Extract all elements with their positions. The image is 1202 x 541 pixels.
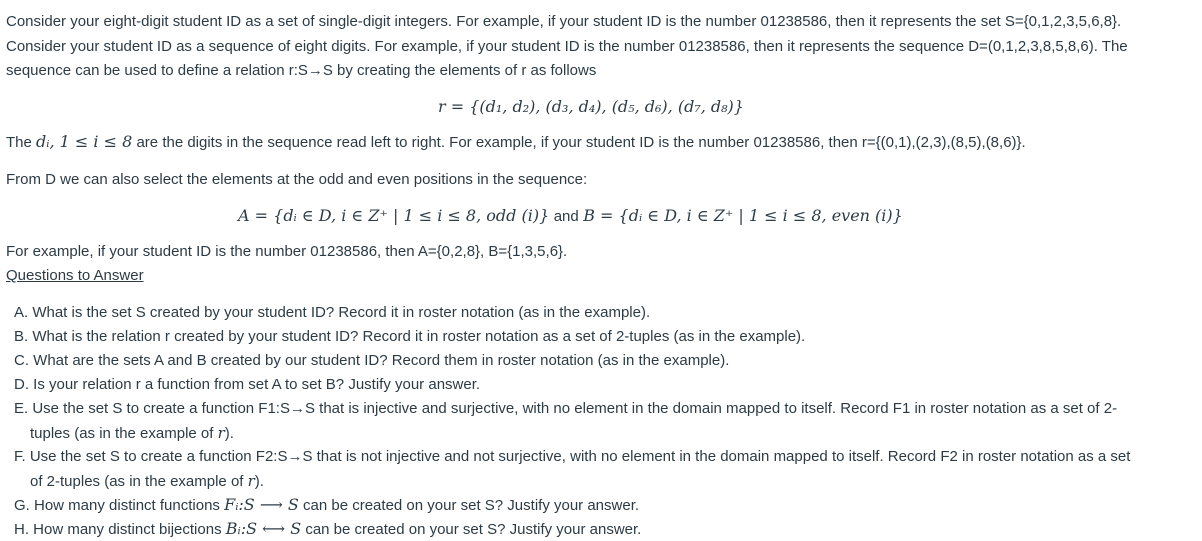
question-f-cont-end: ). xyxy=(254,473,264,490)
sets-example: For example, if your student ID is the number 01238586, then A={0,2,8}, B={1,3,5,6}. xyxy=(6,243,568,260)
digits-prefix: The xyxy=(6,134,32,151)
formula-sets xyxy=(238,205,903,228)
formula-r: r = {(d₁, d₂), (d₃, d₄), (d₅, d₆), (d₇, d₈)} xyxy=(438,97,744,116)
question-g-suffix: can be created on your set S? Justify your answer. xyxy=(303,497,640,514)
question-a: A. What is the set S created by your student ID? Record it in roster notation (as in the example). xyxy=(14,304,651,321)
intro-line-1: Consider your eight-digit student ID as a set of single-digit integers. For example, if your student ID is the number 01238586, then it represents the set S={0,1,2,3,5,6,8}. xyxy=(6,13,1122,30)
digits-paragraph xyxy=(6,132,1026,153)
question-e-continued xyxy=(30,423,234,444)
question-h-prefix: H. How many distinct bijections xyxy=(14,521,222,538)
formula-A: A = {dᵢ ∈ D, i ∈ Z⁺ | 1 ≤ i ≤ 8, odd (i)} xyxy=(238,206,550,225)
question-h xyxy=(14,519,641,540)
question-g-math: Fᵢ:S ⟶ S xyxy=(224,495,299,514)
digits-math: dᵢ, 1 ≤ i ≤ 8 xyxy=(36,132,133,151)
question-h-math: Bᵢ:S ⟷ S xyxy=(225,519,302,538)
question-g-prefix: G. How many distinct functions xyxy=(14,497,220,514)
question-d: D. Is your relation r a function from set A to set B? Justify your answer. xyxy=(14,376,481,393)
intro-line-2: Consider your student ID as a sequence of eight digits. For example, if your student ID is the number 01238586, then it represents the sequence D=(0,1,2,3,8,5,8,6). The xyxy=(6,38,1128,55)
question-c: C. What are the sets A and B created by our student ID? Record them in roster notation (as in the example). xyxy=(14,352,730,369)
question-e-cont-math: r xyxy=(217,424,225,442)
question-f: F. Use the set S to create a function F2:S→S that is not injective and not surjective, with no element in the domain mapped to itself. Record F2 in roster notation as a set xyxy=(14,448,1131,465)
question-f-cont-math: r xyxy=(247,472,255,490)
question-e-cont-text: tuples (as in the example of xyxy=(30,425,218,442)
question-h-suffix: can be created on your set S? Justify your answer. xyxy=(305,521,642,538)
question-e-cont-end: ). xyxy=(224,425,234,442)
question-g xyxy=(14,495,639,516)
question-f-cont-text: of 2-tuples (as in the example of xyxy=(30,473,248,490)
question-b: B. What is the relation r created by your student ID? Record it in roster notation as a set of 2-tuples (as in the example). xyxy=(14,328,806,345)
question-e: E. Use the set S to create a function F1:S→S that is injective and surjective, with no element in the domain mapped to itself. Record F1 in roster notation as a set of 2- xyxy=(14,400,1118,417)
questions-link[interactable]: Questions to Answer xyxy=(6,267,144,284)
intro-line-3: sequence can be used to define a relation r:S→S by creating the elements of r as follows xyxy=(6,62,597,79)
question-f-continued xyxy=(30,471,264,492)
digits-suffix: are the digits in the sequence read left to right. For example, if your student ID is the number 01238586, then r={(0,1),(2,3),(8,5),(8,6)}. xyxy=(136,134,1026,151)
odd-even-paragraph: From D we can also select the elements at the odd and even positions in the sequence: xyxy=(6,171,588,188)
formula-B: B = {dᵢ ∈ D, i ∈ Z⁺ | 1 ≤ i ≤ 8, even (i)} xyxy=(583,206,903,225)
formula-and: and xyxy=(553,208,579,225)
